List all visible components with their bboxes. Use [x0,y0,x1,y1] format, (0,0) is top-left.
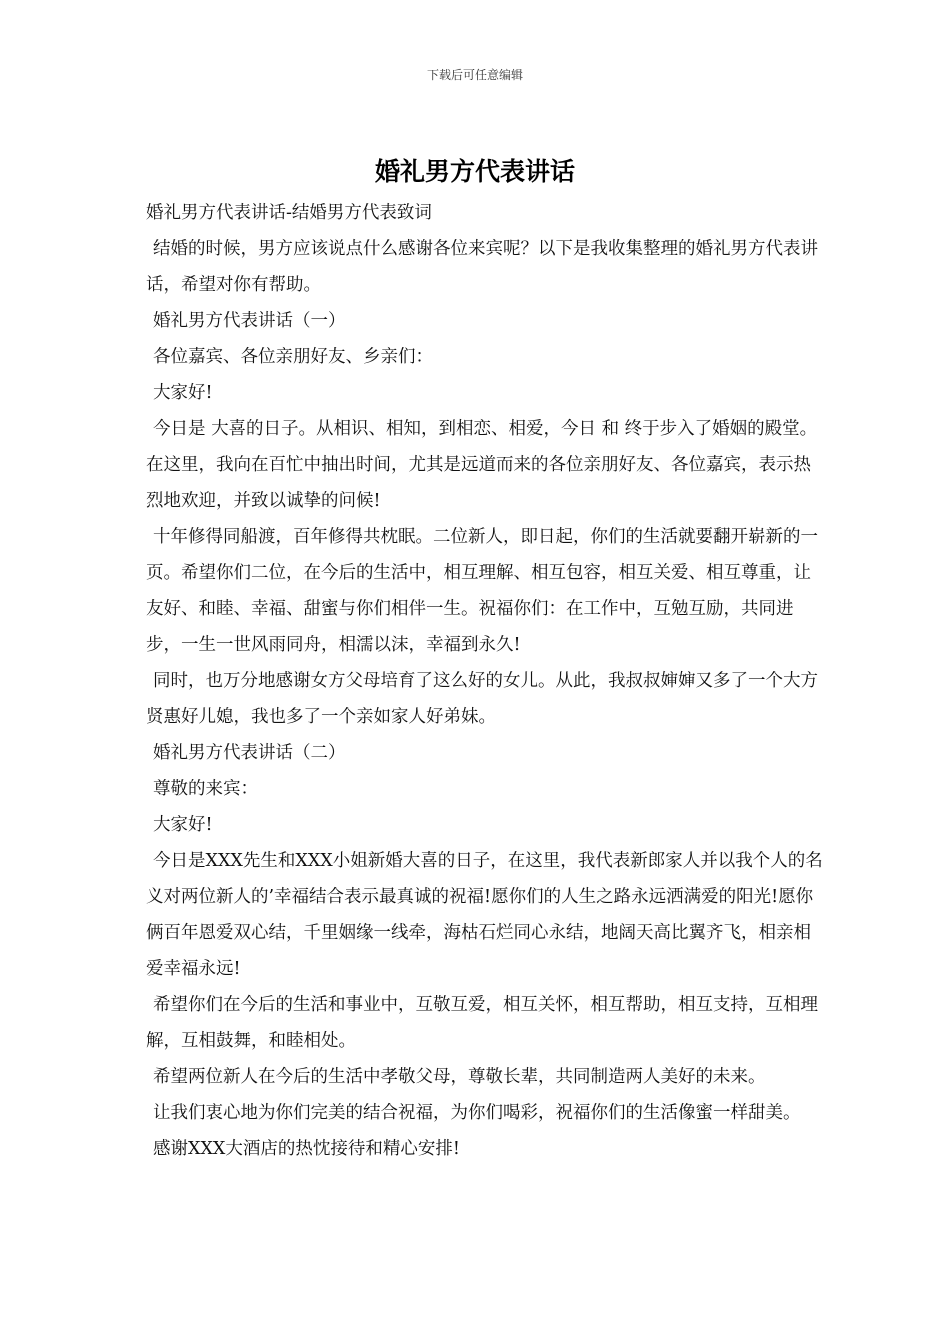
body-paragraph: 十年修得同船渡，百年修得共枕眠。二位新人，即日起，你们的生活就要翻开崭新的一页。希望你们二位，在今后的生活中，相互理解、相互包容，相互关爱、相互尊重，让友好、和睦、幸福、甜蜜与你们相伴一生。祝福你们：在工作中，互勉互励，共同进步，一生一世风雨同舟，相濡以沫，幸福到永久! [146,527,818,655]
body-paragraph: 今日是 大喜的日子。从相识、相知，到相恋、相爱，今日 和 终于步入了婚姻的殿堂。在这里，我向在百忙中抽出时间，尤其是远道而来的各位亲朋好友、各位嘉宾，表示热烈地欢迎，并致以诚挚的问候! [146,419,818,511]
section-heading-one: 婚礼男方代表讲话（一） [153,311,346,331]
body-paragraph: 感谢XXX大酒店的热忱接待和精心安排! [153,1139,460,1159]
document-body [146,195,826,1167]
header-note: 下载后可任意编辑 [426,68,523,82]
document-title: 婚礼男方代表讲话 [374,157,575,186]
body-paragraph: 今日是XXX先生和XXX小姐新婚大喜的日子，在这里，我代表新郎家人并以我个人的名义对两位新人的’幸福结合表示最真诚的祝福!愿你们的人生之路永远洒满爱的阳光!愿你俩百年恩爱双心结，千里姻缘一线牵，海枯石烂同心永结，地阔天高比翼齐飞，相亲相爱幸福永远! [146,851,823,979]
salutation-paragraph: 尊敬的来宾： [153,779,258,799]
greeting-paragraph: 大家好! [153,815,213,835]
section-heading-two: 婚礼男方代表讲话（二） [153,743,346,763]
greeting-paragraph: 大家好! [153,383,213,403]
body-paragraph: 希望你们在今后的生活和事业中，互敬互爱，相互关怀，相互帮助，相互支持，互相理解，互相鼓舞，和睦相处。 [146,995,818,1051]
body-paragraph: 希望两位新人在今后的生活中孝敬父母，尊敬长辈，共同制造两人美好的未来。 [153,1067,766,1087]
salutation-paragraph: 各位嘉宾、各位亲朋好友、乡亲们： [153,347,433,367]
body-paragraph: 同时，也万分地感谢女方父母培育了这么好的女儿。从此，我叔叔婶婶又多了一个大方贤惠好儿媳，我也多了一个亲如家人好弟妹。 [146,671,818,727]
intro-paragraph: 结婚的时候，男方应该说点什么感谢各位来宾呢？以下是我收集整理的婚礼男方代表讲话，希望对你有帮助。 [146,239,818,295]
body-paragraph: 让我们衷心地为你们完美的结合祝福，为你们喝彩，祝福你们的生活像蜜一样甜美。 [153,1103,801,1123]
subtitle-paragraph: 婚礼男方代表讲话-结婚男方代表致词 [146,203,432,223]
